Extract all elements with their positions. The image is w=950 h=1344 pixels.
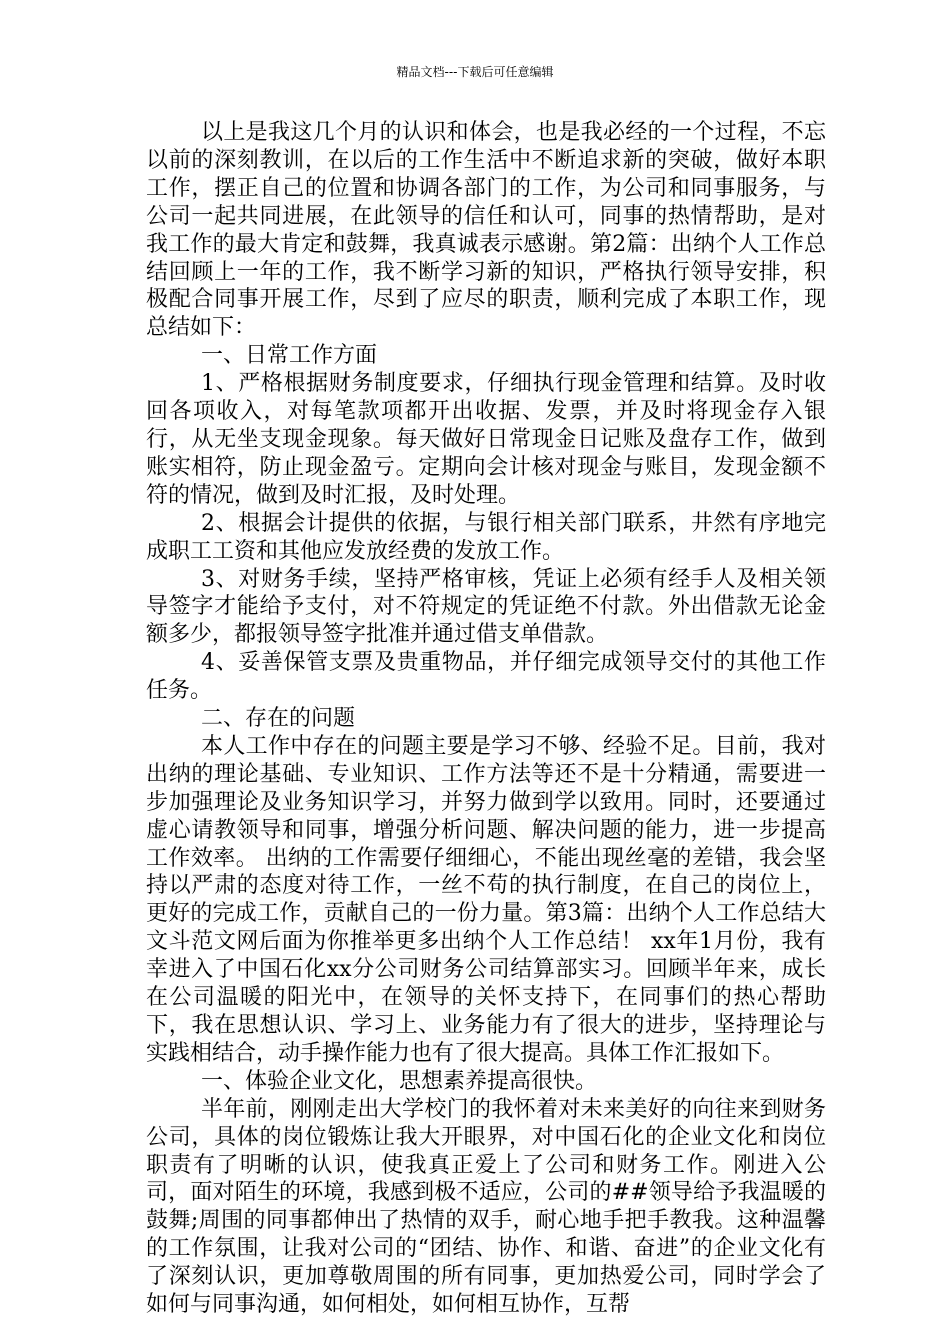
page-header: 精品文档---下载后可任意编辑 <box>396 65 554 79</box>
section-heading-daily-work: 一、日常工作方面 <box>201 343 378 369</box>
section-heading-culture: 一、体验企业文化，思想素养提高很快。 <box>201 1068 598 1094</box>
paragraph-culture: 半年前，刚刚走出大学校门的我怀着对未来美好的向往来到财务公司，具体的岗位锻炼让我大开眼界，对中国石化的企业文化和岗位职责有了明晰的认识，使我真正爱上了公司和财务工作。刚进入公司，面对陌生的环境，我感到极不适应，公司的##领导给予我温暖的鼓舞;周围的同事都伸出了热情的双手，耐心地手把手教我。这种温馨的工作氛围，让我对公司的“团结、协作、和谐、奋进”的企业文化有了深刻认识，更加尊敬周围的所有同事，更加热爱公司，同时学会了如何与同事沟通，如何相处，如何相互协作，互帮 <box>146 1096 826 1318</box>
section-heading-problems: 二、存在的问题 <box>201 706 356 732</box>
paragraph-problems: 本人工作中存在的问题主要是学习不够、经验不足。目前，我对出纳的理论基础、专业知识、工作方法等还不是十分精通，需要进一步加强理论及业务知识学习，并努力做到学以致用。同时，还要通过虚心请教领导和同事，增强分析问题、解决问题的能力，进一步提高工作效率。 出纳的工作需要仔细细心，不能出现丝毫的差错，我会坚持以严肃的态度对待工作，一丝不苟的执行制度，在自己的岗位上，更好的完成工作，贡献自己的一份力量。第3篇：出纳个人工作总结大文斗范文网后面为你推举更多出纳个人工作总结！ xx年1月份，我有幸进入了中国石化xx分公司财务公司结算部实习。回顾半年来，成长在公司温暖的阳光中，在领导的关怀支持下，在同事们的热心帮助下，我在思想认识、学习上、业务能力有了很大的进步，坚持理论与实践相结合，动手操作能力也有了很大提高。具体工作汇报如下。 <box>146 733 826 1066</box>
document-body <box>146 119 826 1319</box>
paragraph-intro: 以上是我这几个月的认识和体会，也是我必经的一个过程，不忘以前的深刻教训，在以后的工作生活中不断追求新的突破，做好本职工作，摆正自己的位置和协调各部门的工作，为公司和同事服务，与公司一起共同进展，在此领导的信任和认可，同事的热情帮助，是对我工作的最大肯定和鼓舞，我真诚表示感谢。第2篇：出纳个人工作总结回顾上一年的工作，我不断学习新的知识，严格执行领导安排，积极配合同事开展工作，尽到了应尽的职责，顺利完成了本职工作，现总结如下： <box>146 120 826 341</box>
paragraph-item-2: 2、根据会计提供的依据，与银行相关部门联系，井然有序地完成职工工资和其他应发放经费的发放工作。 <box>146 510 826 564</box>
paragraph-item-1: 1、严格根据财务制度要求，仔细执行现金管理和结算。及时收回各项收入，对每笔款项都开出收据、发票，并及时将现金存入银行，从无坐支现金现象。每天做好日常现金日记账及盘存工作，做到账实相符，防止现金盈亏。定期向会计核对现金与账目，发现金额不符的情况，做到及时汇报，及时处理。 <box>146 371 826 508</box>
paragraph-item-3: 3、对财务手续，坚持严格审核，凭证上必须有经手人及相关领导签字才能给予支付，对不符规定的凭证绝不付款。外出借款无论金额多少，都报领导签字批准并通过借支单借款。 <box>146 566 826 648</box>
paragraph-item-4: 4、妥善保管支票及贵重物品，并仔细完成领导交付的其他工作任务。 <box>146 650 826 704</box>
